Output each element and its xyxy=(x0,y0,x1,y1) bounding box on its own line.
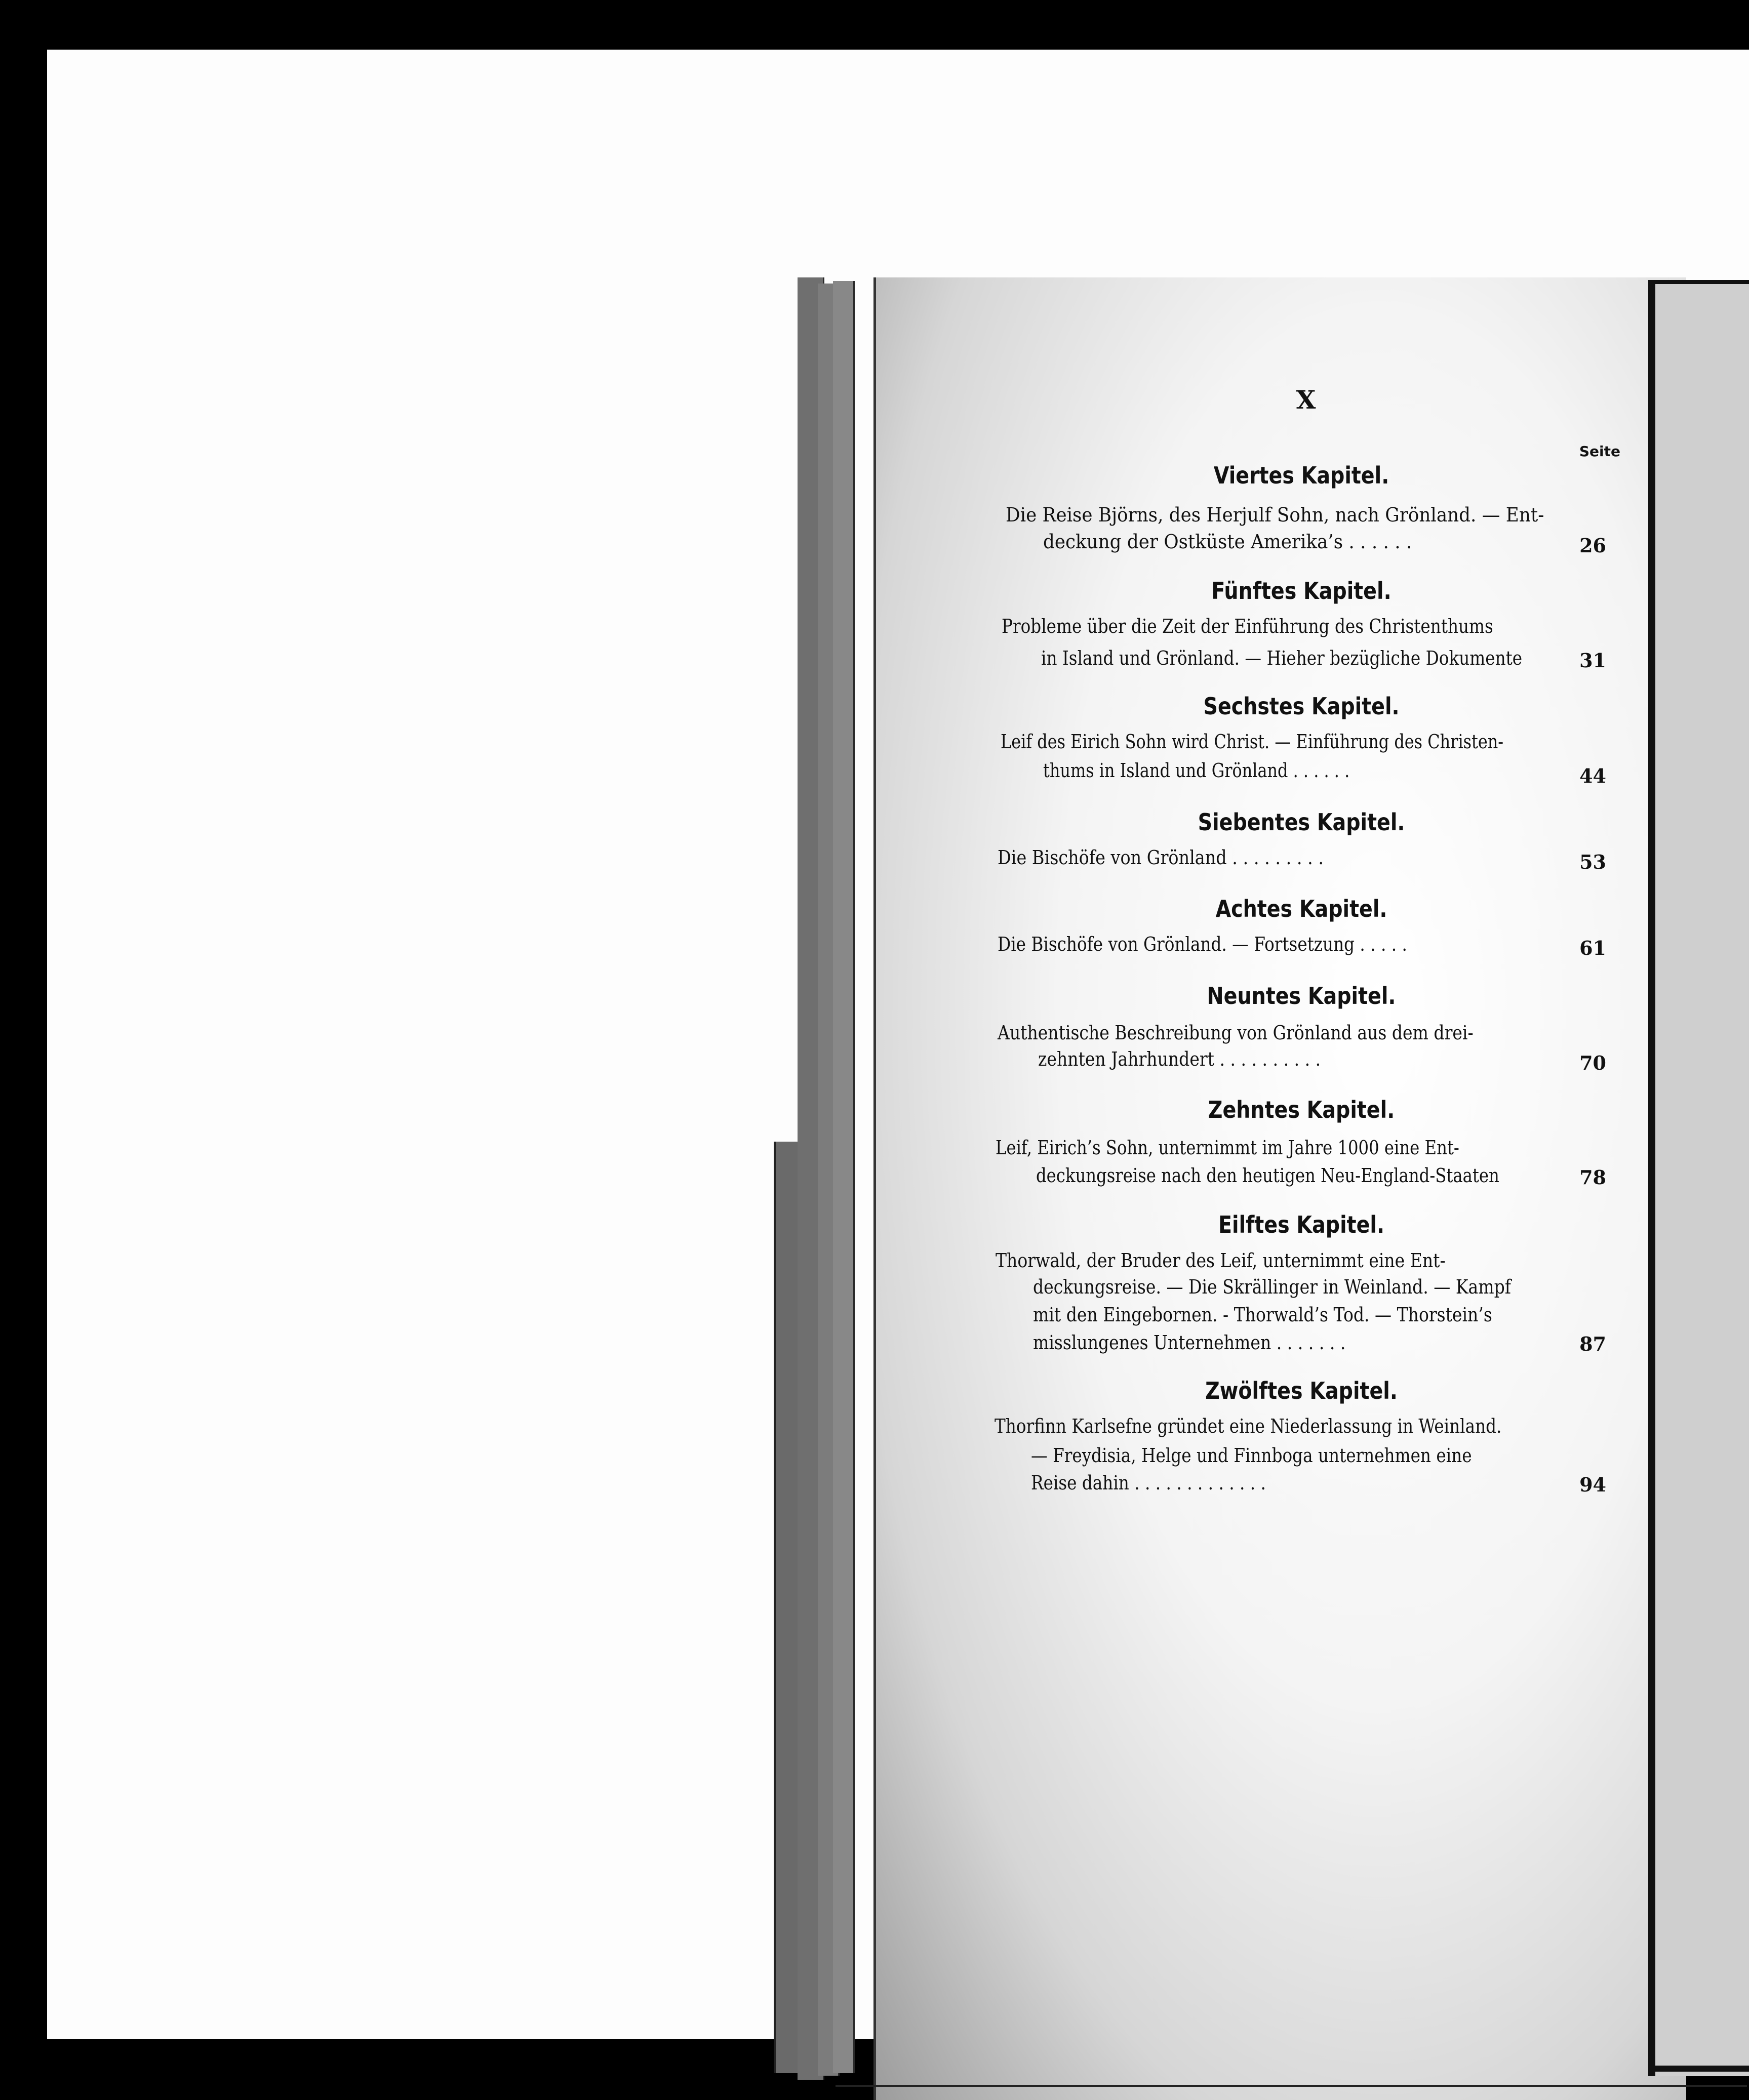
page-column-label: Seite xyxy=(1579,443,1620,460)
facing-page-bottom-edge xyxy=(1648,2066,1749,2072)
chapter-heading: Viertes Kapitel. xyxy=(1213,462,1389,489)
page-reference: 44 xyxy=(1579,764,1606,787)
toc-entry-line: Probleme über die Zeit der Einführung des Christenthums xyxy=(1002,615,1493,637)
page-number: X xyxy=(1296,385,1317,415)
chapter-heading: Neuntes Kapitel. xyxy=(1207,982,1396,1009)
toc-entry-line: zehnten Jahrhundert . . . . . . . . . . xyxy=(1038,1048,1321,1070)
page-reference: 31 xyxy=(1579,649,1606,672)
chapter-heading: Siebentes Kapitel. xyxy=(1198,809,1405,836)
toc-entry-line: Thorwald, der Bruder des Leif, unternimmt eine Ent- xyxy=(996,1249,1446,1272)
chapter-heading: Zwölftes Kapitel. xyxy=(1205,1377,1398,1404)
toc-entry-line: deckungsreise. — Die Skrällinger in Weinland. — Kampf xyxy=(1033,1276,1512,1298)
page-reference: 87 xyxy=(1579,1332,1606,1355)
toc-entry-line: deckung der Ostküste Amerika’s . . . . . . xyxy=(1043,531,1412,553)
page-reference: 26 xyxy=(1579,534,1606,557)
toc-entry-line: thums in Island und Grönland . . . . . . xyxy=(1043,759,1350,782)
page-reference: 70 xyxy=(1579,1052,1606,1074)
page-reference: 94 xyxy=(1579,1473,1606,1496)
toc-entry-line: mit den Eingebornen. - Thorwald’s Tod. — Thorstein’s xyxy=(1033,1304,1492,1326)
page-reference: 61 xyxy=(1579,937,1606,959)
page-bottom-edge xyxy=(836,2085,1747,2087)
toc-entry-line: misslungenes Unternehmen . . . . . . . xyxy=(1033,1331,1346,1354)
toc-entry-line: Die Bischöfe von Grönland . . . . . . . . . xyxy=(998,846,1324,869)
toc-entry-line: Leif des Eirich Sohn wird Christ. — Einführung des Christen- xyxy=(1001,731,1504,753)
chapter-heading: Fünftes Kapitel. xyxy=(1211,577,1392,604)
toc-entry-line: Die Reise Björns, des Herjulf Sohn, nach Grönland. — Ent- xyxy=(1006,504,1544,526)
toc-entry-line: deckungsreise nach den heutigen Neu-England-Staaten xyxy=(1036,1164,1499,1187)
chapter-heading: Achtes Kapitel. xyxy=(1215,895,1387,922)
chapter-heading: Sechstes Kapitel. xyxy=(1203,693,1400,720)
page-edge xyxy=(833,281,855,2073)
toc-entry-line: Die Bischöfe von Grönland. — Fortsetzung . . . . . xyxy=(998,933,1407,955)
toc-entry-line: Reise dahin . . . . . . . . . . . . . xyxy=(1031,1472,1266,1494)
toc-entry-line: Authentische Beschreibung von Grönland aus dem drei- xyxy=(998,1022,1474,1044)
page-reference: 53 xyxy=(1579,851,1606,873)
chapter-heading: Zehntes Kapitel. xyxy=(1208,1096,1395,1123)
facing-page-edge xyxy=(1648,280,1749,2076)
toc-entry-line: Thorfinn Karlsefne gründet eine Niederlassung in Weinland. xyxy=(995,1415,1502,1437)
toc-entry-line: in Island und Grönland. — Hieher bezügliche Dokumente xyxy=(1041,647,1523,669)
toc-entry-line: Leif, Eirich’s Sohn, unternimmt im Jahre 1000 eine Ent- xyxy=(996,1137,1459,1159)
toc-entry-line: — Freydisia, Helge und Finnboga unternehmen eine xyxy=(1031,1444,1472,1467)
chapter-heading: Eilftes Kapitel. xyxy=(1218,1211,1384,1238)
page-reference: 78 xyxy=(1579,1166,1606,1189)
